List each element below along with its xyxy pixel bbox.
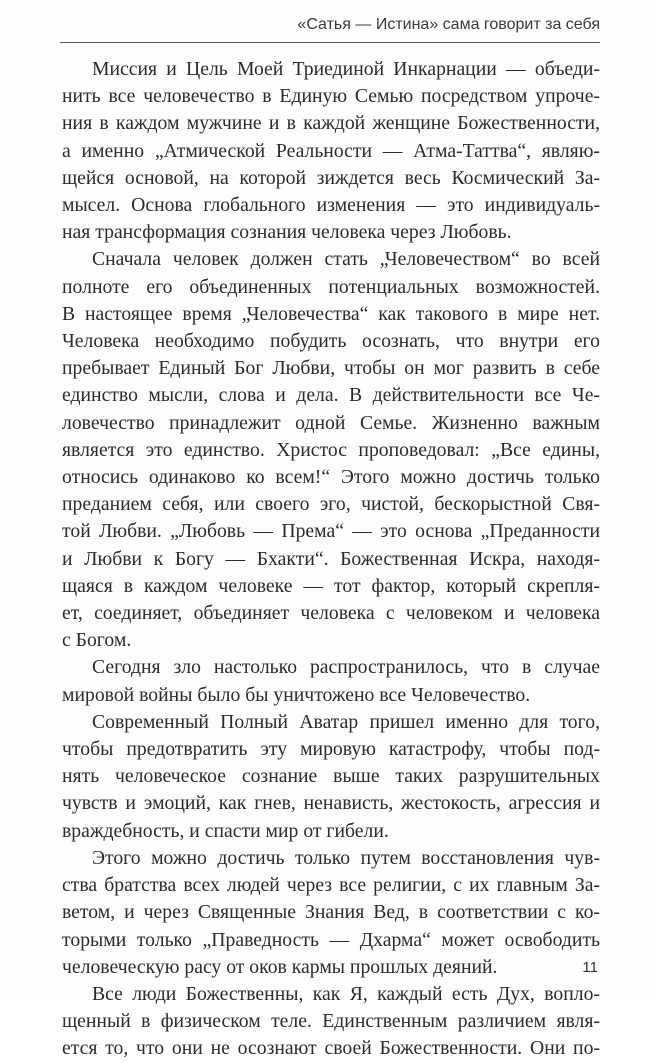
- text-line: ется то, что они не осознают своей Божественности. Они по-: [62, 1037, 600, 1060]
- paragraph: [62, 981, 600, 1063]
- text-line: полноте его объединенных потенциальных возможностей.: [62, 275, 600, 298]
- text-line: ловечество принадлежит одной Семье. Жизненно важным: [62, 411, 600, 434]
- text-line: В настоящее время „Человечества“ как такового в мире нет.: [62, 302, 600, 325]
- text-line: нять человеческое сознание выше таких разрушительных: [62, 765, 600, 788]
- text-line: щаяся в каждом человеке — тот фактор, который скрепля-: [62, 574, 600, 597]
- text-line: ния в каждом мужчине и в каждой женщине Божественности,: [62, 112, 600, 135]
- text-line: ная трансформация сознания человека через Любовь.: [62, 221, 512, 244]
- text-line: Сегодня зло настолько распространилось, что в случае: [92, 656, 600, 679]
- paragraph: [62, 56, 600, 246]
- paragraph: [62, 845, 600, 981]
- text-line: торыми только „Праведность — Дхарма“ может освободить: [62, 928, 600, 951]
- text-line: враждебность, и спасти мир от гибели.: [62, 819, 389, 842]
- text-line: единство мысли, слова и дела. В действительности все Че-: [62, 384, 600, 407]
- text-line: преданием себя, или своего эго, чистой, бескорыстной Свя-: [62, 493, 600, 516]
- text-line: ет, соединяет, объединяет человека с человеком и человека: [62, 602, 600, 625]
- text-line: чувств и эмоций, как гнев, ненависть, жестокость, агрессия и: [62, 792, 600, 815]
- text-line: Этого можно достичь только путем восстановления чув-: [92, 846, 600, 869]
- text-line: пребывает Единый Бог Любви, чтобы он мог развить в себе: [62, 357, 600, 380]
- text-line: Сначала человек должен стать „Человечеством“ во всей: [92, 248, 600, 271]
- text-line: нить все человечество в Единую Семью посредством упроче-: [62, 85, 600, 108]
- text-line: и Любви к Богу — Бхакти“. Божественная Искра, находя-: [62, 547, 600, 570]
- text-line: Все люди Божественны, как Я, каждый есть Дух, вопло-: [92, 982, 600, 1005]
- text-line: щенный в физическом теле. Единственным различием явля-: [62, 1010, 600, 1033]
- text-line: с Богом.: [62, 629, 132, 652]
- paragraph: [62, 654, 600, 708]
- text-line: является это единство. Христос проповедовал: „Все едины,: [62, 438, 600, 461]
- running-header: «Сатья — Истина» сама говорит за себя: [297, 16, 600, 33]
- text-line: мировой войны было бы уничтожено все Человечество.: [62, 683, 531, 706]
- text-line: ства братства всех людей через все религии, с их главным За-: [62, 874, 600, 897]
- text-line: той Любви. „Любовь — Према“ — это основа „Преданности: [62, 520, 600, 543]
- text-line: а именно „Атмической Реальности — Атма-Таттва“, являю-: [62, 139, 600, 162]
- page-number: 11: [582, 959, 598, 976]
- text-line: Человека необходимо побудить осознать, что внутри его: [62, 330, 600, 353]
- text-line: щейся основой, на которой зиждется весь Космический За-: [62, 166, 600, 189]
- text-line: Современный Полный Аватар пришел именно для того,: [92, 710, 600, 733]
- text-line: чтобы предотвратить эту мировую катастрофу, чтобы под-: [62, 738, 600, 761]
- paragraph: [62, 246, 600, 654]
- paragraph: [62, 709, 600, 845]
- text-line: человеческую расу от оков кармы прошлых деяний.: [62, 955, 498, 978]
- text-line: относись одинаково ко всем!“ Этого можно достичь только: [62, 466, 600, 489]
- body-text: [62, 56, 600, 1063]
- header-rule: [60, 42, 600, 43]
- text-line: Миссия и Цель Моей Триединой Инкарнации — объеди-: [92, 58, 600, 80]
- text-line: мысел. Основа глобального изменения — это индивидуаль-: [62, 194, 600, 217]
- text-line: ветом, и через Священные Знания Вед, в соответствии с ко-: [62, 901, 600, 924]
